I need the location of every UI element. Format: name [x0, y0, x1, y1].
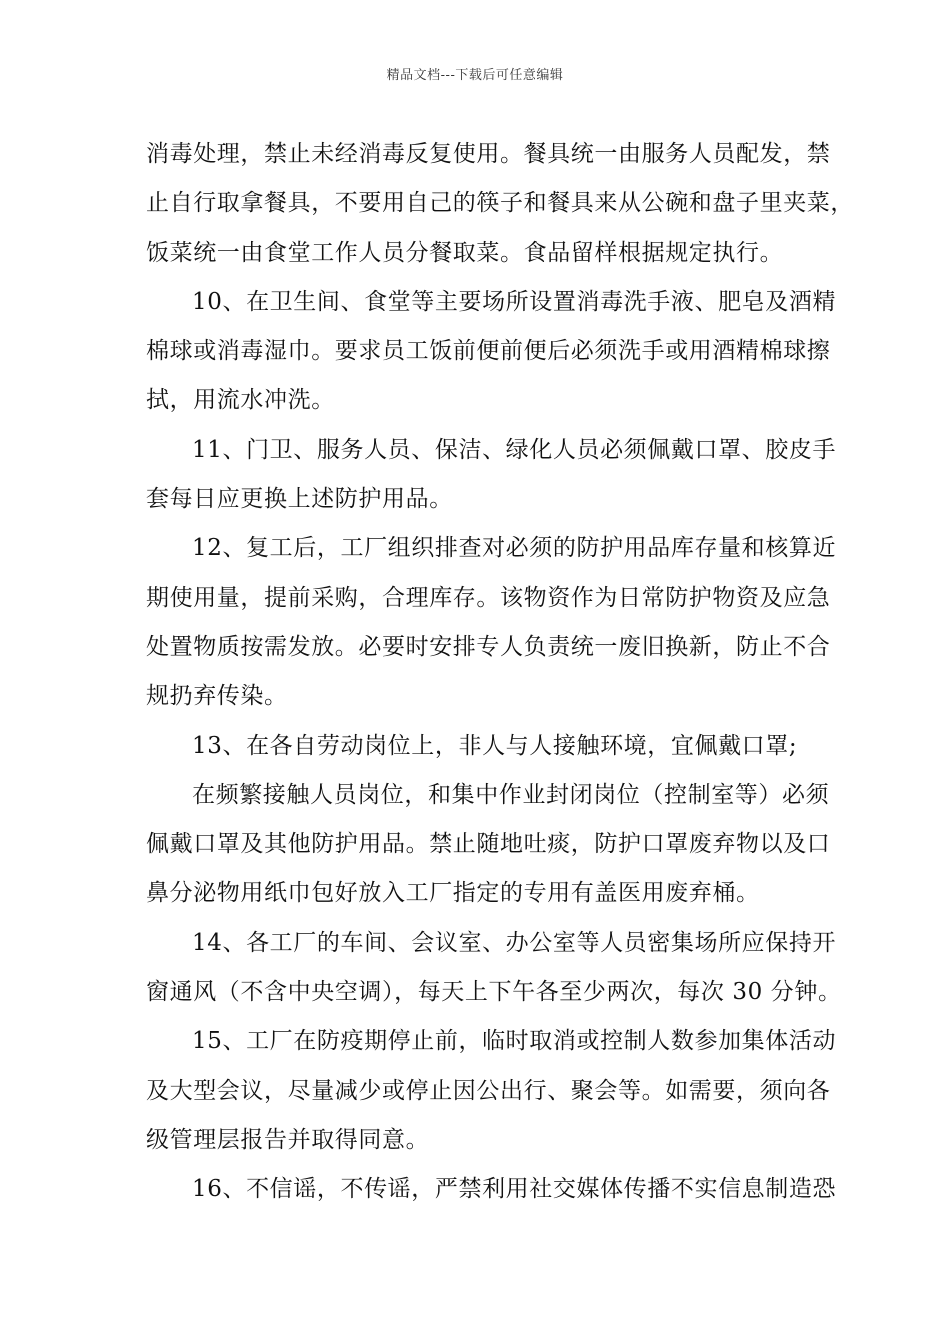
- text-line: 级管理层报告并取得同意。: [146, 1126, 430, 1153]
- text-line: 15、工厂在防疫期停止前，临时取消或控制人数参加集体活动: [192, 1028, 837, 1055]
- text-line: 10、在卫生间、食堂等主要场所设置消毒洗手液、肥皂及酒精: [192, 288, 837, 315]
- document-body: [146, 130, 854, 1215]
- text-line: 消毒处理，禁止未经消毒反复使用。餐具统一由服务人员配发，禁: [146, 141, 831, 167]
- text-line: 套每日应更换上述防护用品。: [146, 486, 453, 513]
- text-line: 14、各工厂的车间、会议室、办公室等人员密集场所应保持开: [192, 929, 837, 956]
- text-line: 鼻分泌物用纸巾包好放入工厂指定的专用有盖医用废弃桶。: [146, 880, 760, 907]
- text-line: 饭菜统一由食堂工作人员分餐取菜。食品留样根据规定执行。: [146, 239, 784, 266]
- page-header: 精品文档---下载后可任意编辑: [386, 68, 564, 83]
- text-line: 窗通风（不含中央空调），每天上下午各至少两次，每次 30 分钟。: [146, 979, 842, 1006]
- text-line: 及大型会议，尽量减少或停止因公出行、聚会等。如需要，须向各: [146, 1077, 831, 1104]
- text-line: 13、在各自劳动岗位上，非人与人接触环境，宜佩戴口罩;: [192, 732, 798, 759]
- text-line: 棉球或消毒湿巾。要求员工饭前便前便后必须洗手或用酒精棉球擦: [146, 338, 831, 365]
- text-line: 处置物质按需发放。必要时安排专人负责统一废旧换新，防止不合: [146, 633, 831, 660]
- text-line: 佩戴口罩及其他防护用品。禁止随地吐痰，防护口罩废弃物以及口: [146, 831, 831, 858]
- text-line: 12、复工后，工厂组织排查对必须的防护用品库存量和核算近: [192, 535, 837, 562]
- text-line: 止自行取拿餐具，不要用自己的筷子和餐具来从公碗和盘子里夹菜，: [146, 190, 854, 217]
- text-line: 期使用量，提前采购，合理库存。该物资作为日常防护物资及应急: [146, 584, 831, 611]
- text-line: 16、不信谣，不传谣，严禁利用社交媒体传播不实信息制造恐: [192, 1176, 837, 1203]
- text-line: 在频繁接触人员岗位，和集中作业封闭岗位（控制室等）必须: [192, 781, 830, 808]
- text-line: 规扔弃传染。: [146, 683, 288, 710]
- text-line: 拭，用流水冲洗。: [146, 387, 335, 414]
- text-line: 11、门卫、服务人员、保洁、绿化人员必须佩戴口罩、胶皮手: [192, 436, 837, 463]
